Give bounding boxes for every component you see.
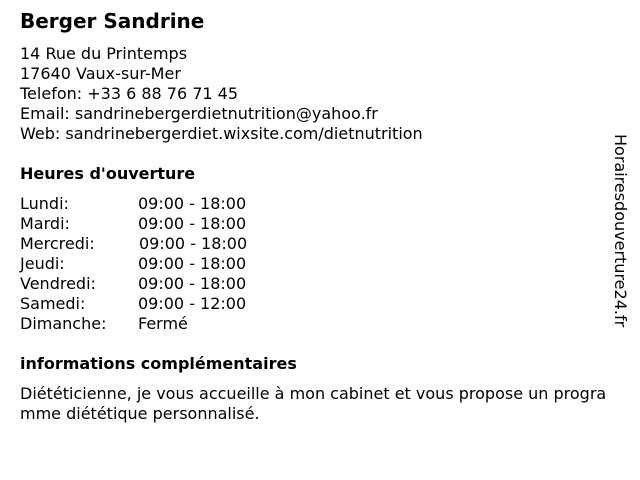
email-line: Email: sandrinebergerdietnutrition@yahoo.fr bbox=[20, 104, 378, 123]
additional-info-text: Diététicienne, je vous accueille à mon cabinet et vous propose un programme diététique personnalisé. bbox=[20, 384, 607, 423]
hours-row-monday bbox=[20, 194, 320, 214]
time-value: 09:00 - 18:00 bbox=[138, 214, 247, 233]
hours-row-friday bbox=[20, 274, 320, 294]
time-value: 09:00 - 18:00 bbox=[138, 194, 247, 213]
street-address: 14 Rue du Printemps bbox=[20, 44, 188, 63]
additional-info-heading: informations complémentaires bbox=[20, 354, 297, 373]
time-value: 09:00 - 12:00 bbox=[138, 294, 247, 313]
day-label: Jeudi: bbox=[20, 254, 65, 273]
hours-row-wednesday bbox=[20, 234, 320, 254]
opening-hours-heading: Heures d'ouverture bbox=[20, 164, 196, 183]
time-value: 09:00 - 18:00 bbox=[138, 254, 247, 273]
day-label: Mercredi: bbox=[20, 234, 95, 253]
contact-block bbox=[20, 44, 423, 144]
web-line: Web: sandrinebergerdiet.wixsite.com/dietnutrition bbox=[20, 124, 423, 143]
time-value: 09:00 - 18:00 bbox=[138, 274, 247, 293]
hours-row-sunday bbox=[20, 314, 320, 334]
day-label: Samedi: bbox=[20, 294, 86, 313]
time-value: Fermé bbox=[138, 314, 188, 333]
city-line: 17640 Vaux-sur-Mer bbox=[20, 64, 181, 83]
time-value: 09:00 - 18:00 bbox=[139, 234, 248, 253]
business-name: Berger Sandrine bbox=[20, 9, 205, 33]
day-label: Lundi: bbox=[20, 194, 69, 213]
hours-row-saturday bbox=[20, 294, 320, 314]
hours-row-thursday bbox=[20, 254, 320, 274]
phone-line: Telefon: +33 6 88 76 71 45 bbox=[20, 84, 239, 103]
day-label: Mardi: bbox=[20, 214, 70, 233]
hours-row-tuesday bbox=[20, 214, 320, 234]
day-label: Dimanche: bbox=[20, 314, 107, 333]
day-label: Vendredi: bbox=[20, 274, 96, 293]
opening-hours-table bbox=[20, 194, 320, 334]
site-watermark: Horairesdouverture24.fr bbox=[611, 134, 630, 328]
